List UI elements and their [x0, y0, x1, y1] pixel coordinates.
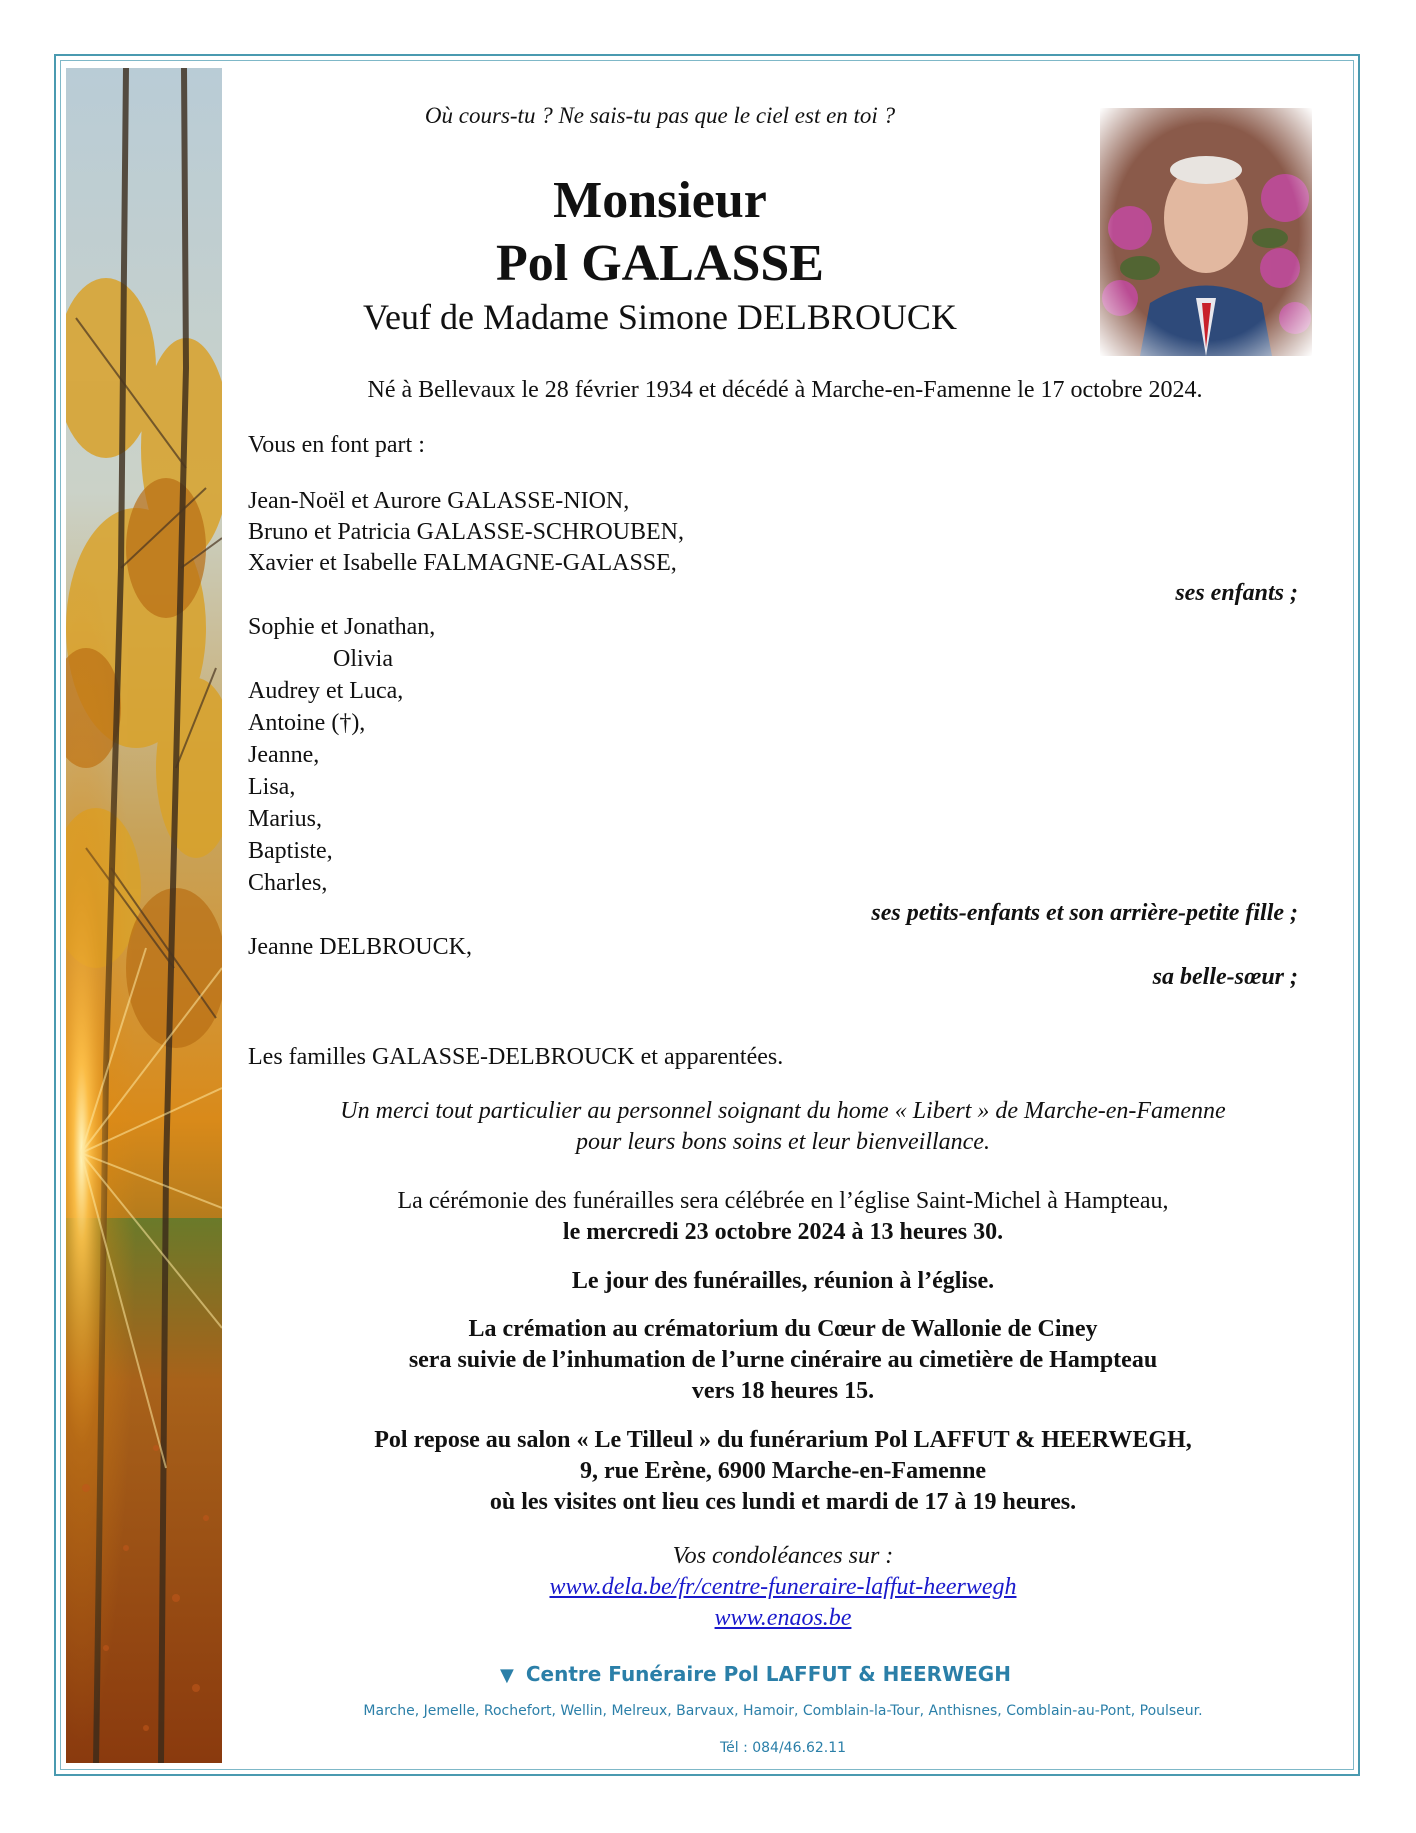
list-item: Audrey et Luca, — [248, 678, 404, 704]
list-item: Baptiste, — [248, 838, 333, 864]
list-item: Jeanne, — [248, 742, 320, 768]
cremation-line: La crémation au crématorium du Cœur de Wallonie de Ciney — [468, 1316, 1098, 1342]
list-item: Marius, — [248, 806, 322, 832]
list-item: Lisa, — [248, 774, 296, 800]
meeting-line: Le jour des funérailles, réunion à l’église. — [571, 1268, 995, 1294]
condolences-block — [248, 1541, 1318, 1634]
cremation-paragraph — [248, 1314, 1318, 1407]
list-item: Bruno et Patricia GALASSE-SCHROUBEN, — [248, 519, 684, 545]
funeral-home-phone: Tél : 084/46.62.11 — [719, 1740, 847, 1756]
autumn-forest-image — [66, 68, 222, 1763]
thanks-line: pour leurs bons soins et leur bienveillance. — [576, 1129, 990, 1155]
rest-line: 9, rue Erène, 6900 Marche-en-Famenne — [579, 1458, 987, 1484]
list-item: Xavier et Isabelle FALMAGNE-GALASSE, — [248, 550, 677, 576]
condolences-link-enaos[interactable]: www.enaos.be — [714, 1605, 852, 1631]
relation-label-children: ses enfants ; — [1175, 580, 1298, 606]
birth-death-dates: Né à Bellevaux le 28 février 1934 et décédé à Marche-en-Famenne le 17 octobre 2024. — [367, 377, 1203, 403]
title-honorific: Monsieur — [553, 172, 767, 229]
list-item: Charles, — [248, 870, 328, 896]
list-item: Antoine (†), — [248, 710, 366, 736]
relation-label-sister-in-law: sa belle-sœur ; — [1152, 964, 1298, 990]
list-item: Jeanne DELBROUCK, — [248, 934, 472, 960]
portrait-photo — [1100, 108, 1312, 356]
list-item: Olivia — [333, 646, 393, 672]
condolences-label: Vos condoléances sur : — [672, 1543, 894, 1569]
list-item: Jean-Noël et Aurore GALASSE-NION, — [248, 488, 630, 514]
thanks-line: Un merci tout particulier au personnel soignant du home « Libert » de Marche-en-Famenne — [340, 1098, 1226, 1124]
deceased-name: Pol GALASSE — [496, 235, 824, 292]
funeral-home-name — [500, 1662, 1060, 1686]
thanks-paragraph — [248, 1096, 1318, 1158]
cremation-line: sera suivie de l’inhumation de l’urne cinéraire au cimetière de Hampteau — [408, 1347, 1158, 1373]
funeral-home-towns: Marche, Jemelle, Rochefort, Wellin, Melreux, Barvaux, Hamoir, Comblain-la-Tour, Anthisnes, Comblain-au-Pont, Poulseur. — [363, 1703, 1203, 1719]
triangle-down-icon: ▼ — [500, 1665, 514, 1686]
ceremony-date: le mercredi 23 octobre 2024 à 13 heures 30. — [562, 1219, 1004, 1245]
relation-label-grandchildren: ses petits-enfants et son arrière-petite fille ; — [871, 900, 1298, 926]
ceremony-paragraph — [248, 1186, 1318, 1248]
condolences-link-dela[interactable]: www.dela.be/fr/centre-funeraire-laffut-heerwegh — [549, 1574, 1017, 1600]
ceremony-line: La cérémonie des funérailles sera célébrée en l’église Saint-Michel à Hampteau, — [397, 1188, 1169, 1214]
list-item: Sophie et Jonathan, — [248, 614, 436, 640]
funeral-home-label: Centre Funéraire Pol LAFFUT & HEERWEGH — [525, 1662, 1011, 1686]
opening-quote: Où cours-tu ? Ne sais-tu pas que le ciel est en toi ? — [424, 103, 896, 128]
cremation-line: vers 18 heures 15. — [691, 1378, 875, 1404]
announcement-intro: Vous en font part : — [248, 432, 425, 458]
families-line: Les familles GALASSE-DELBROUCK et apparentées. — [248, 1044, 784, 1070]
widow-of: Veuf de Madame Simone DELBROUCK — [363, 297, 957, 337]
rest-paragraph — [248, 1425, 1318, 1518]
rest-line: Pol repose au salon « Le Tilleul » du funérarium Pol LAFFUT & HEERWEGH, — [374, 1427, 1192, 1453]
rest-line: où les visites ont lieu ces lundi et mardi de 17 à 19 heures. — [489, 1489, 1077, 1515]
